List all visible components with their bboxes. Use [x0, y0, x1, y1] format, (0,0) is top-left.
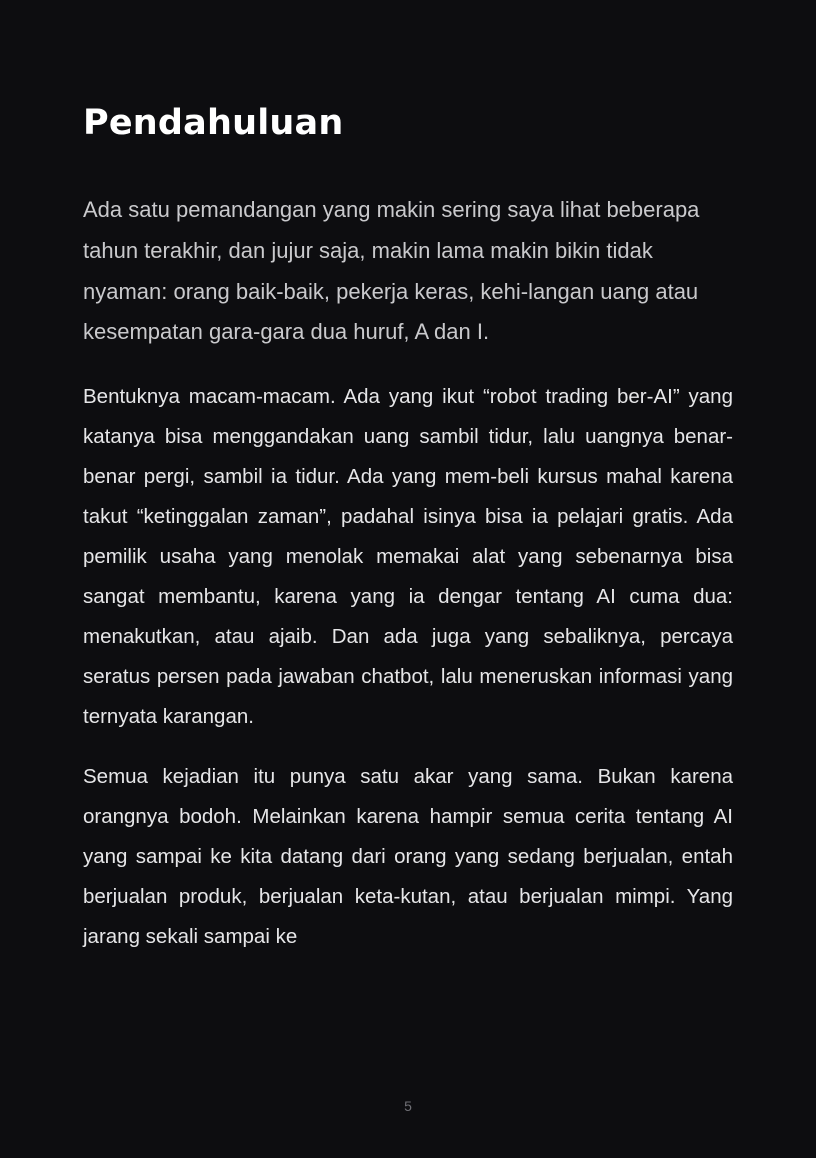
body-paragraph: Bentuknya macam-macam. Ada yang ikut “robot trading ber-AI” yang katanya bisa menggandakan uang sambil tidur, lalu uangnya benar-benar pergi, sambil ia tidur. Ada yang mem-beli kursus mahal karena takut “ketinggalan zaman”, padahal isinya bisa ia pelajari gratis. Ada pemilik usaha yang menolak memakai alat yang sebenarnya bisa sangat membantu, karena yang ia dengar tentang AI cuma dua: menakutkan, atau ajaib. Dan ada juga yang sebaliknya, percaya seratus persen pada jawaban chatbot, lalu meneruskan informasi yang ternyata karangan.	[83, 385, 733, 729]
lead-paragraph: Ada satu pemandangan yang makin sering saya lihat beberapa tahun terakhir, dan jujur saja, makin lama makin bikin tidak nyaman: orang baik-baik, pekerja keras, kehi-langan uang atau kesempatan gara-gara dua huruf, A dan I.	[83, 197, 700, 345]
chapter-heading: Pendahuluan	[83, 103, 344, 143]
page-number: 5	[404, 1098, 412, 1114]
chapter-body	[83, 190, 733, 977]
body-paragraph: Semua kejadian itu punya satu akar yang sama. Bukan karena orangnya bodoh. Melainkan karena hampir semua cerita tentang AI yang sampai ke kita datang dari orang yang sedang berjualan, entah berjualan produk, berjualan keta-kutan, atau berjualan mimpi. Yang jarang sekali sampai ke	[83, 765, 733, 949]
